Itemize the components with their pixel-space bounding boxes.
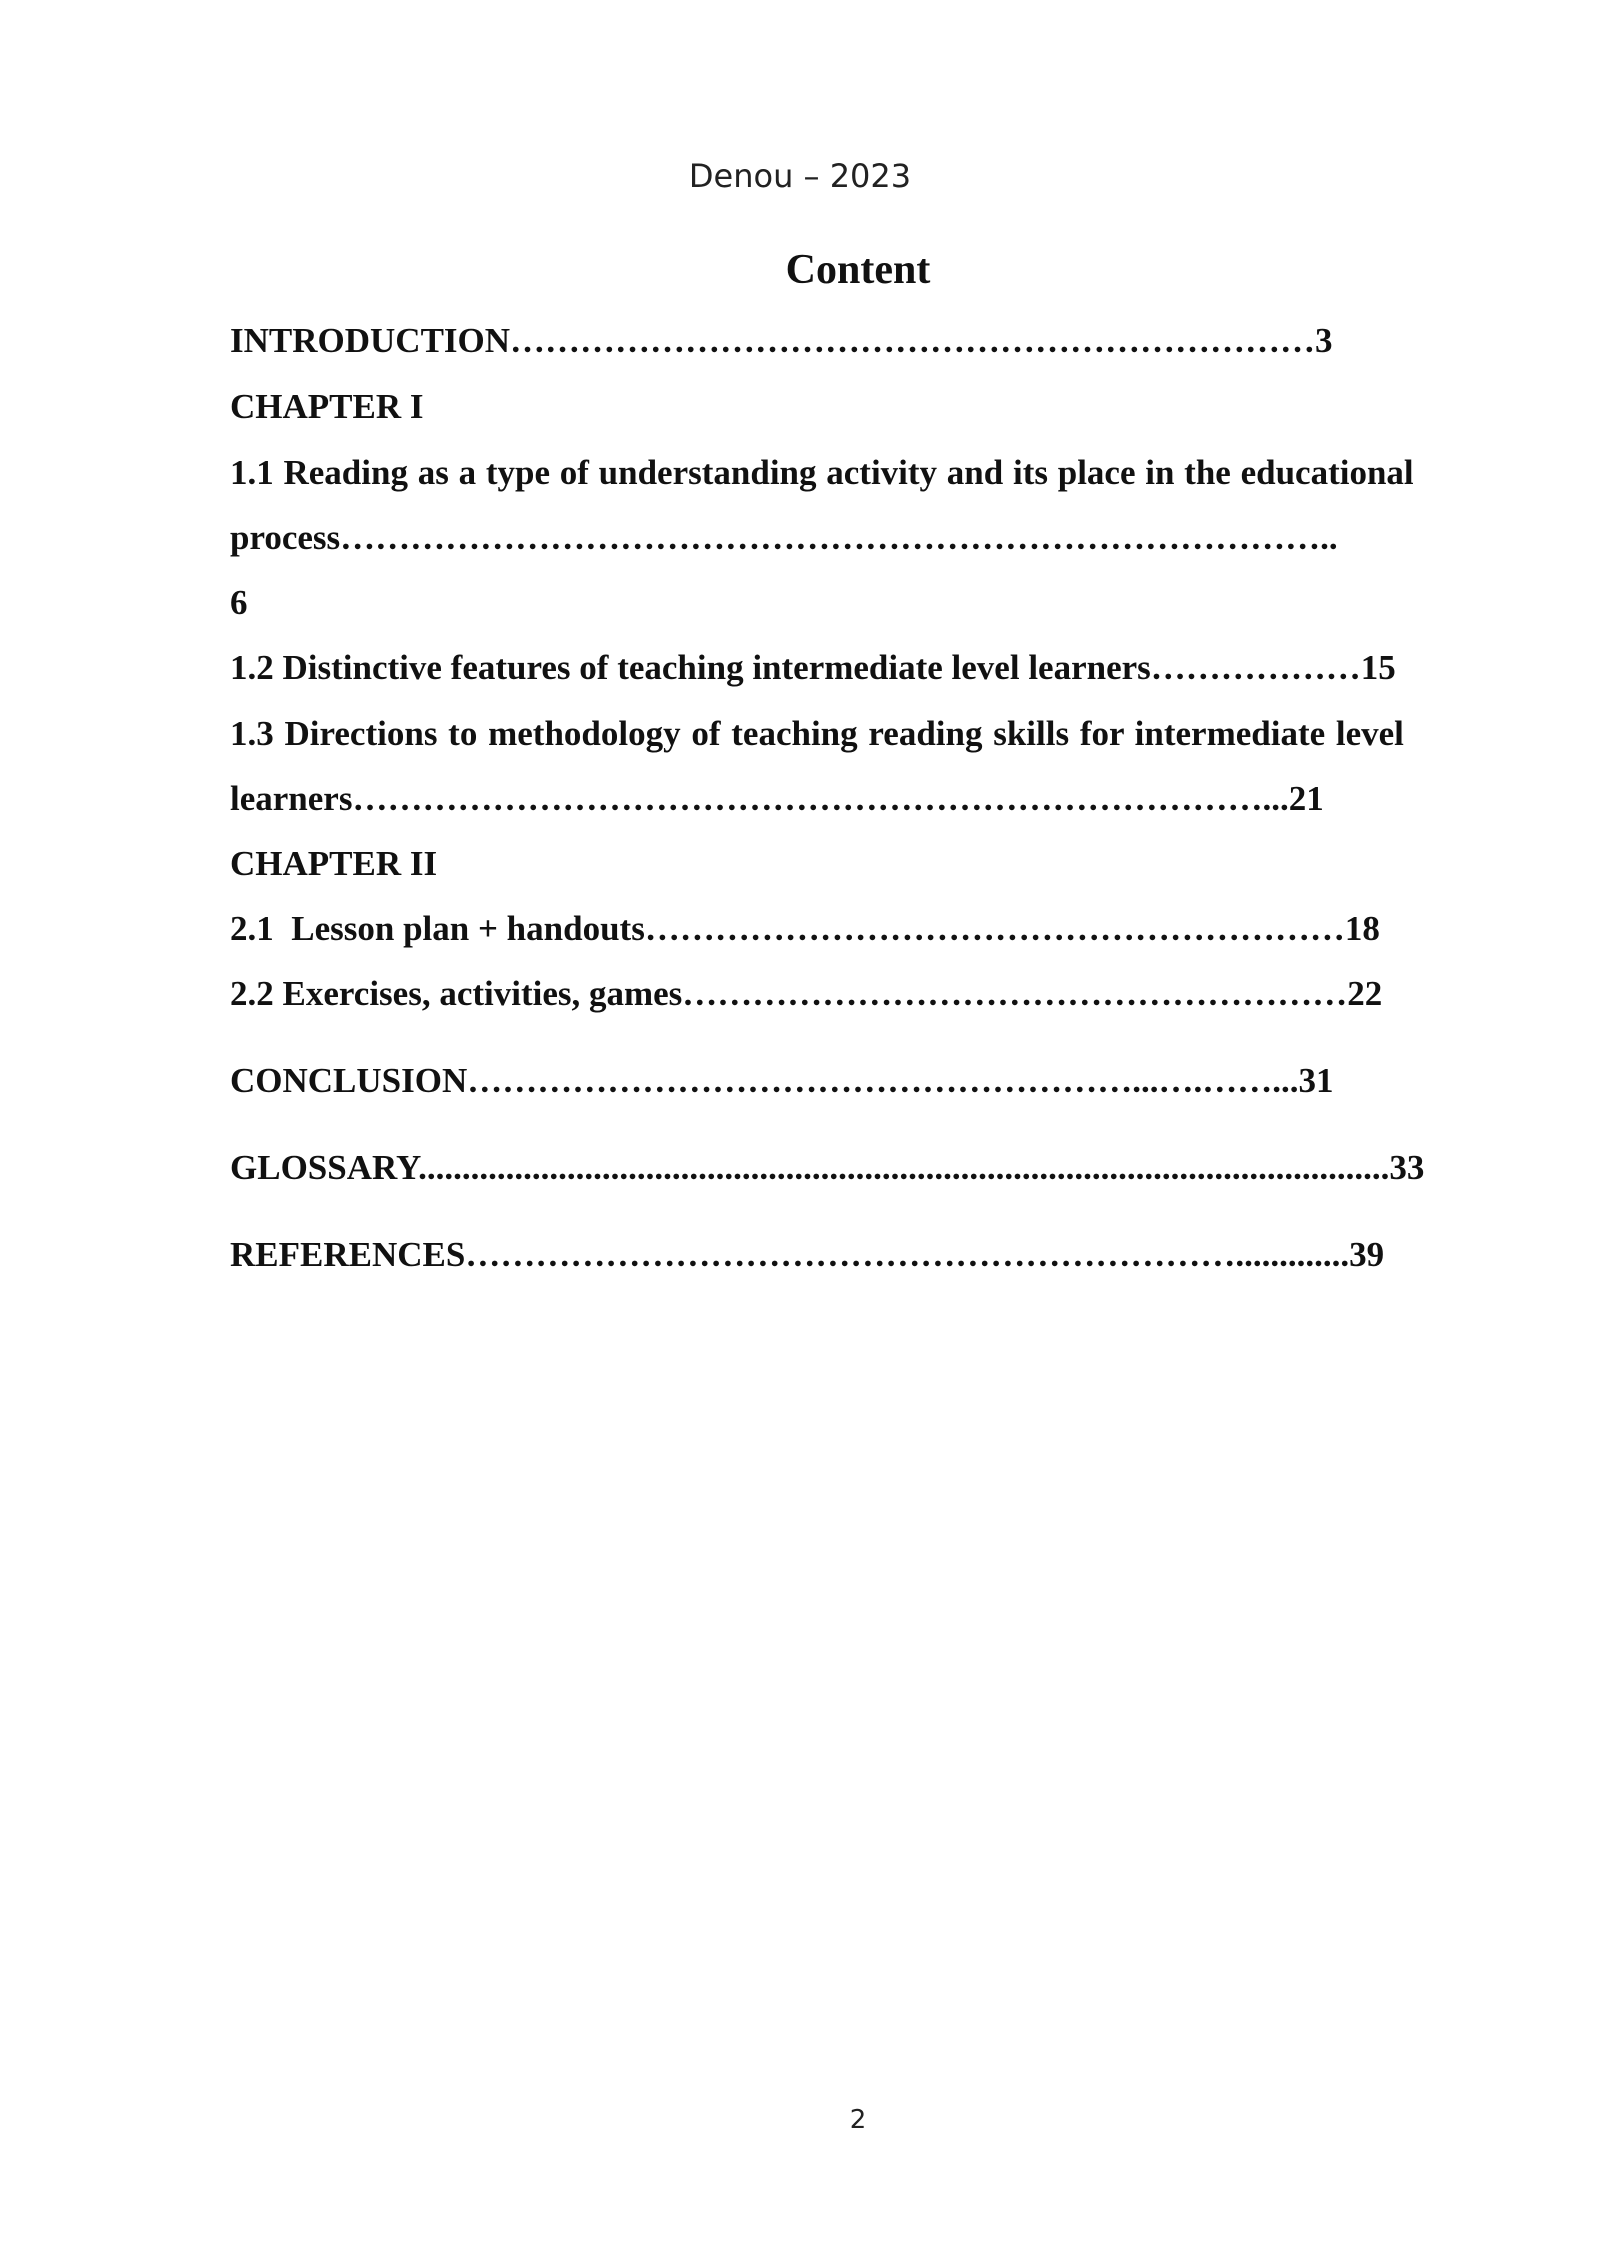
toc-entry-1-2: 1.2 Distinctive features of teaching intermediate level learners………………15: [230, 648, 1396, 687]
page-header: Denou – 2023: [688, 157, 912, 195]
toc-entry-1-3-line-1: 1.3 Directions to methodology of teaching reading skills for intermediate level: [230, 714, 1404, 753]
toc-entry-2-1: 2.1 Lesson plan + handouts……………………………………………………18: [230, 909, 1380, 948]
toc-chapter-2-heading: CHAPTER II: [230, 844, 438, 883]
toc-entry-1-1-line-1: 1.1 Reading as a type of understanding activity and its place in the educational: [230, 453, 1414, 492]
toc-entry-2-2: 2.2 Exercises, activities, games…………………………………………………22: [230, 974, 1383, 1013]
toc-entry-conclusion: CONCLUSION…………………………………………………...….……...31: [230, 1061, 1334, 1100]
toc-entry-references: REFERENCES………………………………………………………….............39: [230, 1235, 1385, 1274]
toc-entry-introduction: INTRODUCTION……………………………………………………………3: [230, 321, 1333, 360]
toc-entry-1-3-line-2: learners……………………………………………………………………...21: [230, 779, 1324, 818]
page-title: Content: [785, 247, 931, 293]
toc-entry-1-1-line-2: process…………………………………………………………………………..: [230, 518, 1338, 557]
toc-entry-1-1-page: 6: [230, 583, 248, 622]
toc-chapter-1-heading: CHAPTER I: [230, 387, 424, 426]
toc-entry-glossary: GLOSSARY...............................................................................................................33: [230, 1148, 1425, 1187]
page-number: 2: [849, 2105, 867, 2135]
